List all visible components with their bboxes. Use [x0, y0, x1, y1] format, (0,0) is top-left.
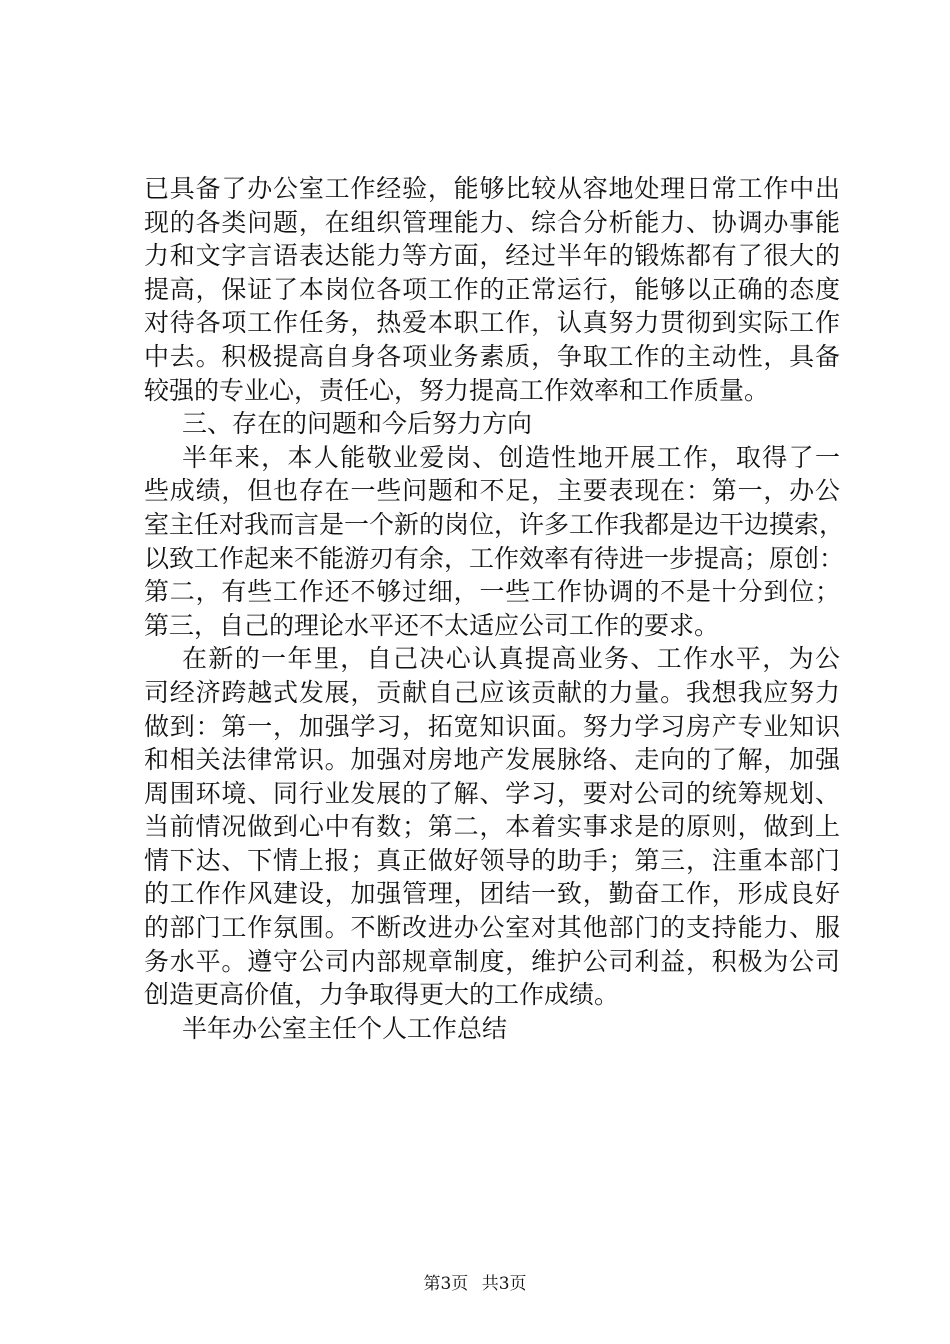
- text-line: 司经济跨越式发展，贡献自己应该贡献的力量。我想我应努力: [144, 677, 840, 707]
- text-line: 的部门工作氛围。不断改进办公室对其他部门的支持能力、服: [144, 913, 840, 943]
- text-line: 些成绩，但也存在一些问题和不足，主要表现在：第一，办公: [144, 476, 840, 506]
- paragraph-problems: [144, 441, 845, 643]
- text-line: 第三，自己的理论水平还不太适应公司工作的要求。: [144, 610, 720, 640]
- closing-title: [144, 1012, 840, 1046]
- closing-title-text: 半年办公室主任个人工作总结: [182, 1013, 508, 1043]
- section-heading: [144, 407, 840, 441]
- text-line: 务水平。遵守公司内部规章制度，维护公司利益，积极为公司: [144, 946, 840, 976]
- text-line: 做到：第一，加强学习，拓宽知识面。努力学习房产专业知识: [144, 711, 840, 741]
- text-line: 情下达、下情上报；真正做好领导的助手；第三，注重本部门: [144, 845, 840, 875]
- text-line: 以致工作起来不能游刃有余，工作效率有待进一步提高；原创：: [144, 543, 845, 573]
- text-line: 当前情况做到心中有数；第二，本着实事求是的原则，做到上: [144, 812, 840, 842]
- text-line: 中去。积极提高自身各项业务素质，争取工作的主动性，具备: [144, 341, 840, 371]
- text-line: 提高，保证了本岗位各项工作的正常运行，能够以正确的态度: [144, 274, 840, 304]
- page-total: 共3页: [481, 1274, 527, 1294]
- text-line: 半年来，本人能敬业爱岗、创造性地开展工作，取得了一: [182, 442, 840, 472]
- text-line: 对待各项工作任务，热爱本职工作，认真努力贯彻到实际工作: [144, 308, 840, 338]
- text-line: 力和文字言语表达能力等方面，经过半年的锻炼都有了很大的: [144, 241, 840, 271]
- text-line: 在新的一年里，自己决心认真提高业务、工作水平，为公: [182, 644, 840, 674]
- paragraph-plans: [144, 642, 840, 1012]
- text-line: 创造更高价值，力争取得更大的工作成绩。: [144, 980, 620, 1010]
- text-line: 较强的专业心，责任心，努力提高工作效率和工作质量。: [144, 375, 770, 405]
- page-number: 第3页: [423, 1274, 469, 1294]
- section-heading-text: 三、存在的问题和今后努力方向: [182, 409, 533, 439]
- paragraph-continuation: [144, 172, 840, 407]
- document-body: [144, 172, 845, 1045]
- text-line: 周围环境、同行业发展的了解、学习，要对公司的统筹规划、: [144, 778, 840, 808]
- text-line: 已具备了办公室工作经验，能够比较从容地处理日常工作中出: [144, 174, 840, 203]
- text-line: 和相关法律常识。加强对房地产发展脉络、走向的了解，加强: [144, 745, 840, 775]
- text-line: 现的各类问题，在组织管理能力、综合分析能力、协调办事能: [144, 207, 840, 237]
- text-line: 的工作作风建设，加强管理，团结一致，勤奋工作，形成良好: [144, 879, 840, 909]
- text-line: 第二，有些工作还不够过细，一些工作协调的不是十分到位；: [144, 577, 840, 607]
- text-line: 室主任对我而言是一个新的岗位，许多工作我都是边干边摸索，: [144, 509, 845, 539]
- page-footer: [0, 1272, 950, 1296]
